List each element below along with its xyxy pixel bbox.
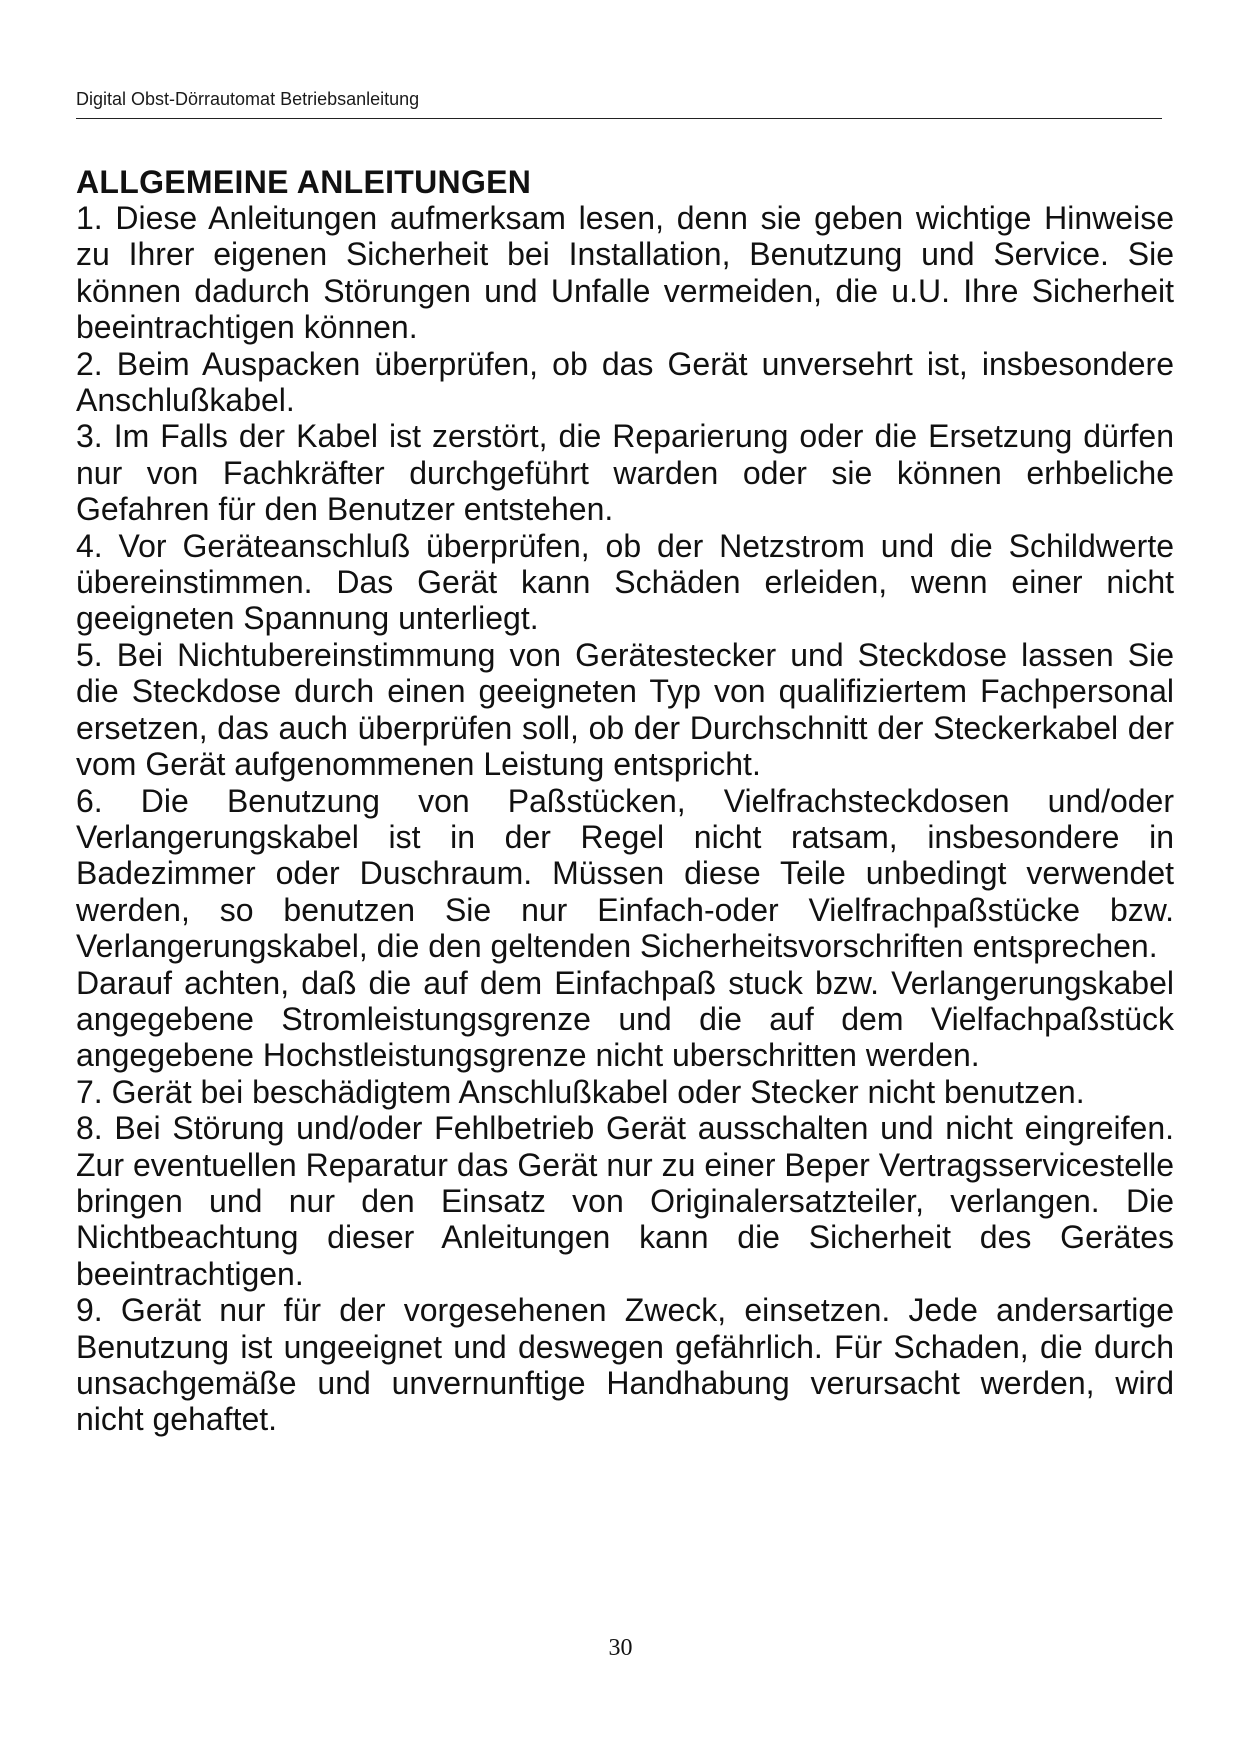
instruction-item-6-note: Darauf achten, daß die auf dem Einfachpaß stuck bzw. Verlangerungskabel angegebene Stromleistungsgrenze und die auf dem Vielfachpaßstück angegebene Hochstleistungsgrenze nicht uberschritten werden. bbox=[76, 964, 1174, 1074]
instruction-item-3: 3. Im Falls der Kabel ist zerstört, die Reparierung oder die Ersetzung dürfen nur von Fachkräfter durchgeführt warden oder sie können erhbeliche Gefahren für den Benutzer entstehen. bbox=[76, 418, 1174, 528]
running-header-title: Digital Obst-Dörrautomat Betriebsanleitung bbox=[76, 89, 420, 109]
instruction-item-6: 6. Die Benutzung von Paßstücken, Vielfrachsteckdosen und/oder Verlangerungskabel ist in der Regel nicht ratsam, insbesondere in Badezimmer oder Duschraum. Müssen diese Teile unbedingt verwendet werden, so benutzen Sie nur Einfach-oder Vielfrachpaßstücke bzw. Verlangerungskabel, die den geltenden Sicherheitsvorschriften entsprechen. bbox=[76, 782, 1174, 965]
page-number: 30 bbox=[608, 1635, 633, 1661]
instructions-list bbox=[76, 200, 1174, 1438]
instruction-item-5: 5. Bei Nichtubereinstimmung von Gerätestecker und Steckdose lassen Sie die Steckdose durch einen geeigneten Typ von qualifiziertem Fachpersonal ersetzen, das auch überprüfen soll, ob der Durchschnitt der Steckerkabel der vom Gerät aufgenommenen Leistung entspricht. bbox=[76, 636, 1174, 783]
main-content bbox=[76, 164, 1174, 1438]
instruction-item-7: 7. Gerät bei beschädigtem Anschlußkabel oder Stecker nicht benutzen. bbox=[76, 1073, 1085, 1110]
header-divider bbox=[76, 118, 1162, 119]
instruction-item-8: 8. Bei Störung und/oder Fehlbetrieb Gerät ausschalten und nicht eingreifen. Zur eventuellen Reparatur das Gerät nur zu einer Beper Vertragsservicestelle bringen und nur den Einsatz von Originalersatzteiler, verlangen. Die Nichtbeachtung dieser Anleitungen kann die Sicherheit des Gerätes beeintrachtigen. bbox=[76, 1110, 1174, 1292]
section-heading: ALLGEMEINE ANLEITUNGEN bbox=[76, 164, 532, 200]
instruction-item-9: 9. Gerät nur für der vorgesehenen Zweck, einsetzen. Jede andersartige Benutzung ist ungeeignet und deswegen gefährlich. Für Schaden, die durch unsachgemäße und unvernunftige Handhabung verursacht werden, wird nicht gehaftet. bbox=[76, 1292, 1174, 1438]
instruction-item-4: 4. Vor Geräteanschluß überprüfen, ob der Netzstrom und die Schildwerte übereinstimmen. Das Gerät kann Schäden erleiden, wenn einer nicht geeigneten Spannung unterliegt. bbox=[76, 527, 1174, 637]
instruction-item-1: 1. Diese Anleitungen aufmerksam lesen, denn sie geben wichtige Hinweise zu Ihrer eigenen Sicherheit bei Installation, Benutzung und Service. Sie können dadurch Störungen und Unfalle vermeiden, die u.U. Ihre Sicherheit beeintrachtigen können. bbox=[76, 200, 1174, 346]
instruction-item-2: 2. Beim Auspacken überprüfen, ob das Gerät unversehrt ist, insbesondere Anschlußkabel. bbox=[76, 345, 1174, 419]
